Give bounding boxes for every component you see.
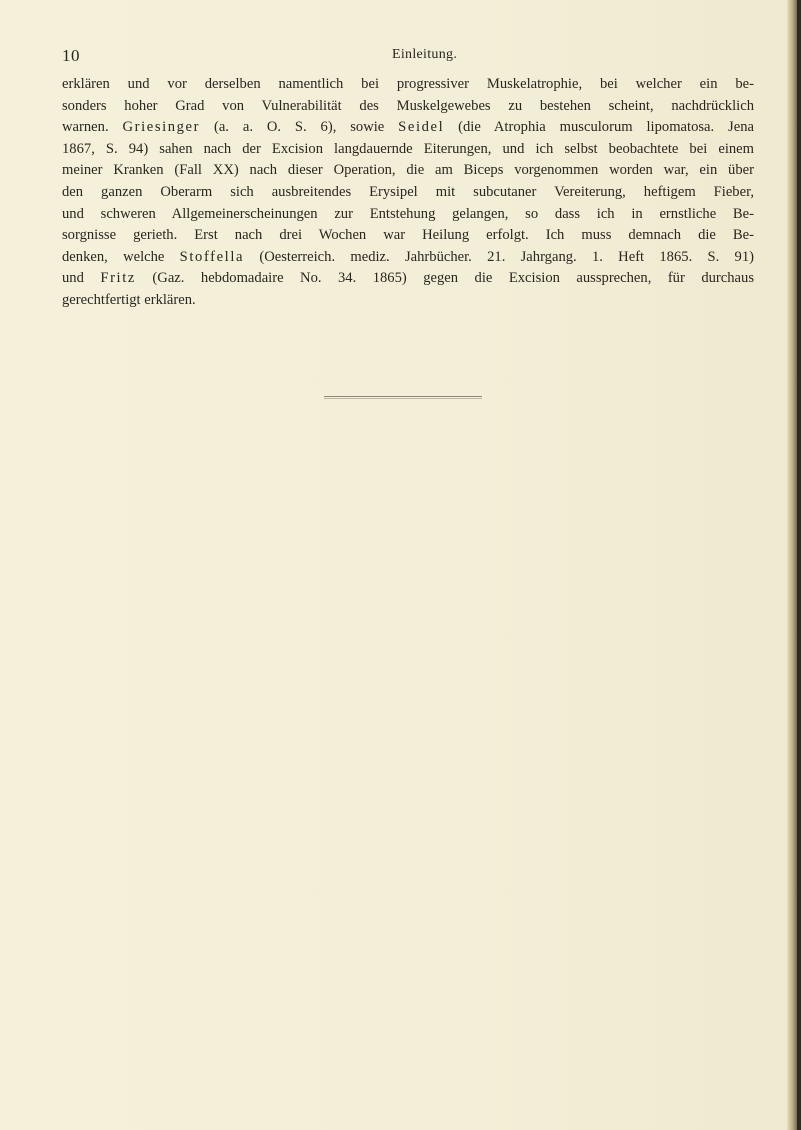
text-segment: meiner Kranken (Fall XX) nach dieser Operation, die am Biceps vorgenommen worden war, ein über: [62, 162, 754, 179]
text-line: [62, 247, 754, 269]
text-segment: sonders hoher Grad von Vulnerabilität des Muskelgewebes zu bestehen scheint, nachdrücklich: [62, 97, 754, 114]
author-name: Stoffella: [179, 248, 245, 265]
text-segment: (Gaz. hebdomadaire No. 34. 1865) gegen die Excision aussprechen, für durchaus: [135, 270, 754, 287]
text-line: [62, 182, 754, 204]
text-line: [62, 96, 754, 118]
text-segment: (a. a. O. S. 6), sowie: [200, 119, 399, 136]
text-segment: den ganzen Oberarm sich ausbreitendes Erysipel mit subcutaner Vereiterung, heftigem Fieber,: [62, 183, 754, 200]
text-segment: sorgnisse gerieth. Erst nach drei Wochen war Heilung erfolgt. Ich muss demnach die Be-: [62, 227, 754, 244]
text-line: [62, 290, 754, 312]
text-segment: (die Atrophia musculorum lipomatosa. Jena: [444, 119, 754, 136]
text-line: [62, 74, 754, 96]
author-name: Fritz: [100, 270, 136, 287]
text-segment: denken, welche: [62, 248, 180, 265]
body-paragraph: [62, 74, 754, 312]
running-head: Einleitung.: [392, 47, 458, 62]
text-segment: 1867, S. 94) sahen nach der Excision langdauernde Eiterungen, und ich selbst beobachtete bei einem: [62, 140, 754, 157]
text-line: [62, 117, 754, 139]
page-edge-binding: [797, 0, 801, 1130]
text-segment: (Oesterreich. mediz. Jahrbücher. 21. Jahrgang. 1. Heft 1865. S. 91): [244, 248, 754, 265]
author-name: Seidel: [398, 119, 445, 136]
author-name: Griesinger: [122, 119, 201, 136]
text-segment: erklären und vor derselben namentlich bei progressiver Muskelatrophie, bei welcher ein be-: [62, 76, 754, 92]
text-segment: gerechtfertigt erklären.: [62, 291, 196, 308]
text-line: [62, 139, 754, 161]
text-line: [62, 204, 754, 226]
text-segment: und schweren Allgemeinerscheinungen zur Entstehung gelangen, so dass ich in ernstliche Be-: [62, 205, 754, 222]
text-line: [62, 268, 754, 290]
text-line: [62, 160, 754, 182]
page-number: 10: [62, 46, 80, 65]
section-divider-rule: [324, 396, 482, 399]
text-line: [62, 225, 754, 247]
page-header: [62, 46, 762, 66]
text-segment: warnen.: [62, 119, 123, 136]
text-segment: und: [62, 270, 101, 287]
